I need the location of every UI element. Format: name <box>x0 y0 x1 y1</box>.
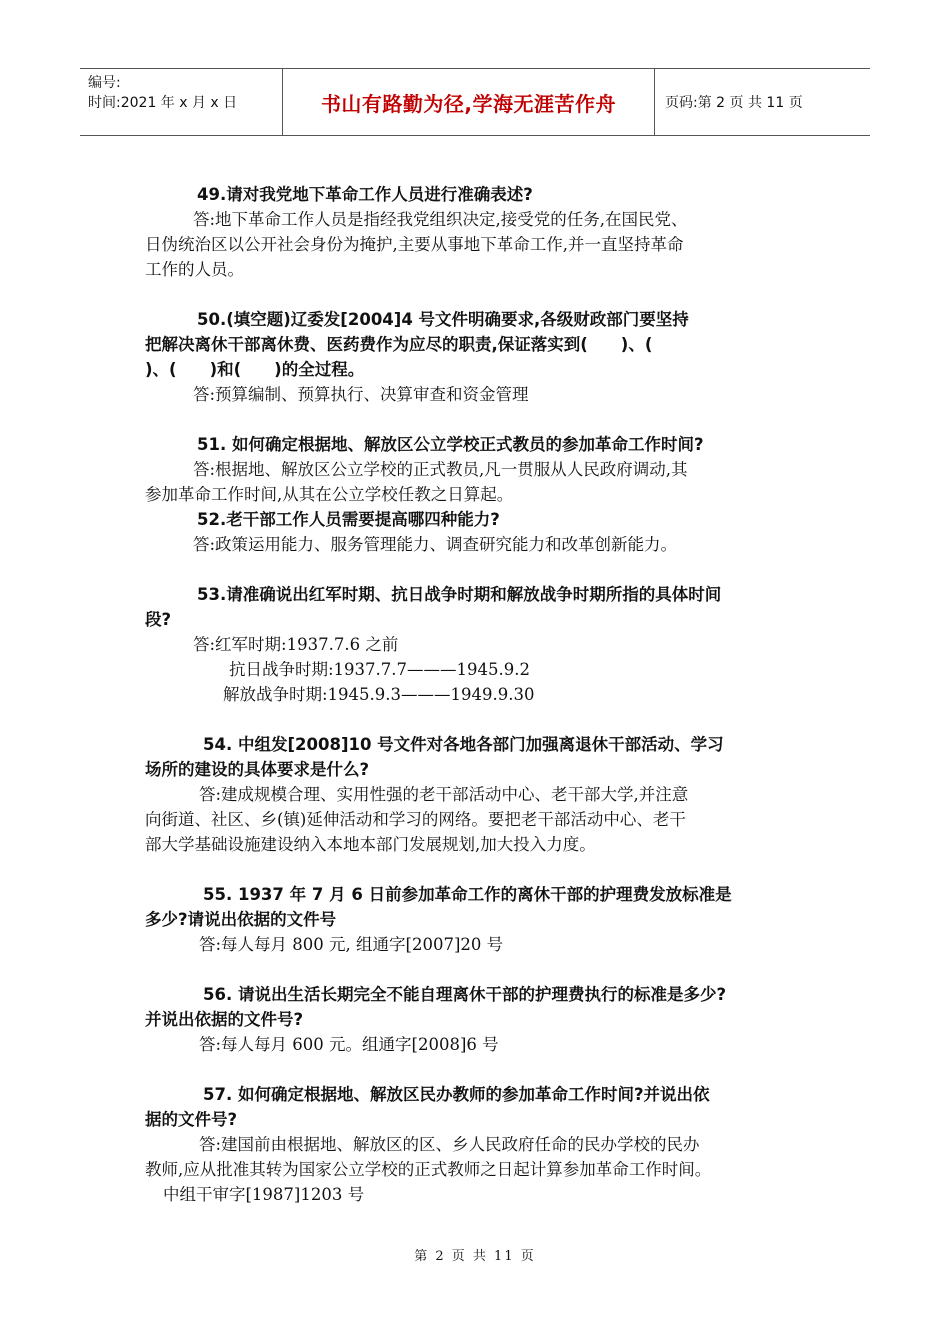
answer-57-line-2: 教师,应从批准其转为国家公立学校的正式教师之日起计算参加革命工作时间。 <box>145 1160 712 1179</box>
question-55-line-1: 55. 1937 年 7 月 6 日前参加革命工作的离休干部的护理费发放标准是 <box>203 885 732 904</box>
question-57-line-1: 57. 如何确定根据地、解放区民办教师的参加革命工作时间?并说出依 <box>203 1085 710 1104</box>
answer-53-line-2: 抗日战争时期:1937.7.7———1945.9.2 <box>229 660 531 679</box>
answer-54-line-1: 答:建成规模合理、实用性强的老干部活动中心、老干部大学,并注意 <box>199 785 689 804</box>
answer-53-line-1: 答:红军时期:1937.7.6 之前 <box>193 635 399 654</box>
answer-52: 答:政策运用能力、服务管理能力、调查研究能力和改革创新能力。 <box>193 535 678 554</box>
answer-53-line-3: 解放战争时期:1945.9.3———1949.9.30 <box>223 685 535 704</box>
question-54-line-2: 场所的建设的具体要求是什么? <box>145 760 370 779</box>
document-number-label: 编号: <box>88 75 121 91</box>
document-body <box>145 182 810 1207</box>
answer-49-line-3: 工作的人员。 <box>145 260 244 279</box>
answer-56: 答:每人每月 600 元。组通字[2008]6 号 <box>199 1035 499 1054</box>
document-time-label: 时间:2021 年 x 月 x 日 <box>88 95 238 111</box>
page-header <box>80 68 870 136</box>
question-51: 51. 如何确定根据地、解放区公立学校正式教员的参加革命工作时间? <box>197 435 704 454</box>
question-53-line-2: 段? <box>145 610 172 629</box>
question-52: 52.老干部工作人员需要提高哪四种能力? <box>197 510 500 529</box>
page-footer: 第 2 页 共 11 页 <box>414 1249 536 1264</box>
answer-57-line-1: 答:建国前由根据地、解放区的区、乡人民政府任命的民办学校的民办 <box>199 1135 700 1154</box>
question-53-line-1: 53.请准确说出红军时期、抗日战争时期和解放战争时期所指的具体时间 <box>197 585 722 604</box>
question-50-line-1: 50.(填空题)辽委发[2004]4 号文件明确要求,各级财政部门要坚持 <box>197 310 689 329</box>
answer-55: 答:每人每月 800 元, 组通字[2007]20 号 <box>199 935 504 954</box>
question-57-line-2: 据的文件号? <box>145 1110 238 1129</box>
answer-54-line-3: 部大学基础设施建设纳入本地本部门发展规划,加大投入力度。 <box>145 835 596 854</box>
question-56-line-2: 并说出依据的文件号? <box>145 1010 304 1029</box>
answer-50: 答:预算编制、预算执行、决算审查和资金管理 <box>193 385 529 404</box>
question-54-line-1: 54. 中组发[2008]10 号文件对各地各部门加强离退休干部活动、学习 <box>203 735 724 754</box>
header-motto: 书山有路勤为径,学海无涯苦作舟 <box>283 69 655 135</box>
question-49: 49.请对我党地下革命工作人员进行准确表述? <box>197 185 533 204</box>
question-55-line-2: 多少?请说出依据的文件号 <box>145 910 337 929</box>
answer-49-line-2: 日伪统治区以公开社会身份为掩护,主要从事地下革命工作,并一直坚持革命 <box>145 235 684 254</box>
answer-54-line-2: 向街道、社区、乡(镇)延伸活动和学习的网络。要把老干部活动中心、老干 <box>145 810 686 829</box>
question-50-line-2: 把解决离休干部离休费、医药费作为应尽的职责,保证落实到( )、( <box>145 335 653 354</box>
header-page-info: 页码:第 2 页 共 11 页 <box>665 95 803 111</box>
answer-49-line-1: 答:地下革命工作人员是指经我党组织决定,接受党的任务,在国民党、 <box>193 210 688 229</box>
question-56-line-1: 56. 请说出生活长期完全不能自理离休干部的护理费执行的标准是多少? <box>203 985 727 1004</box>
answer-51-line-2: 参加革命工作时间,从其在公立学校任教之日算起。 <box>145 485 514 504</box>
answer-51-line-1: 答:根据地、解放区公立学校的正式教员,凡一贯服从人民政府调动,其 <box>193 460 688 479</box>
header-meta <box>80 69 283 135</box>
question-50-line-3: )、( )和( )的全过程。 <box>145 360 365 379</box>
answer-57-line-3: 中组干审字[1987]1203 号 <box>163 1185 365 1204</box>
